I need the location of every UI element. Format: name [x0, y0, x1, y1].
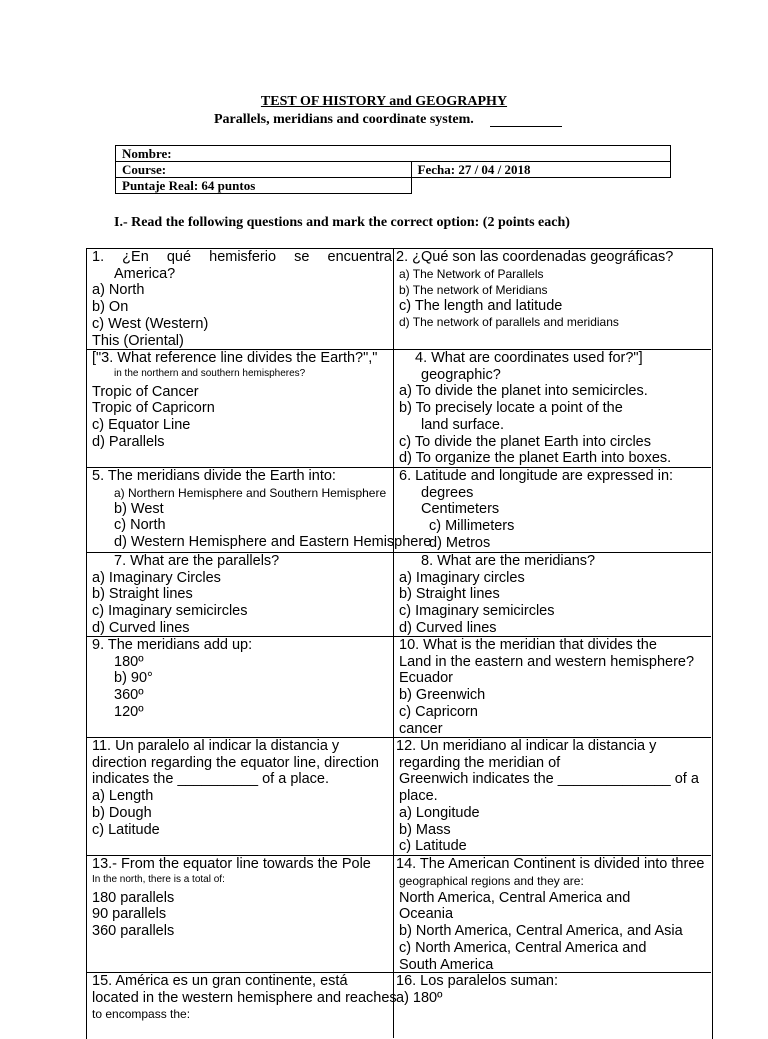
question-11: 11. Un paralelo al indicar la distancia y direction regarding the equator line, direction indicates the __________ of a place. a) Length b) Dough c) Latitude: [92, 738, 379, 838]
subtitle-underline: [490, 126, 562, 127]
question-2: 2. ¿Qué son las coordenadas geográficas? a) The Network of Parallels b) The network of Meridians c) The length and latitude d) The network of parallels and meridians: [396, 249, 674, 330]
course-field: Course:: [116, 162, 412, 178]
question-6: 6. Latitude and longitude are expressed in: degrees Centimeters c) Millimeters d) Metros: [399, 468, 674, 551]
student-info-table: [115, 145, 671, 194]
question-9: 9. The meridians add up: 180º b) 90° 360º 120º: [92, 637, 253, 720]
question-14: 14. The American Continent is divided into three geographical regions and they are: North America, Central America and Oceania b) North America, Central America, and Asia c) North America, Central America and South America: [396, 856, 705, 973]
question-13: 13.- From the equator line towards the Pole In the north, there is a total of: 180 parallels 90 parallels 360 parallels: [92, 856, 371, 940]
question-10: 10. What is the meridian that divides the Land in the eastern and western hemisphere? Ecuador b) Greenwich c) Capricorn cancer: [399, 637, 695, 737]
question-15: 15. América es un gran continente, está located in the western hemisphere and reaches to encompass the:: [92, 973, 397, 1022]
fecha-field: Fecha: 27 / 04 / 2018: [411, 162, 670, 178]
test-title: TEST OF HISTORY and GEOGRAPHY: [260, 94, 508, 109]
test-subtitle: Parallels, meridians and coordinate system.: [214, 112, 474, 127]
question-8: 8. What are the meridians? a) Imaginary circles b) Straight lines c) Imaginary semicircles d) Curved lines: [399, 553, 596, 636]
instruction-text: I.- Read the following questions and mark the correct option: (2 points each): [114, 215, 570, 230]
empty-cell: [411, 178, 670, 194]
puntaje-field: Puntaje Real: 64 puntos: [116, 178, 412, 194]
question-12: 12. Un meridiano al indicar la distancia y regarding the meridian of Greenwich indicates the ______________ of a place. a) Longitude b) Mass c) Latitude: [396, 738, 699, 855]
question-7: 7. What are the parallels? a) Imaginary Circles b) Straight lines c) Imaginary semicircles d) Curved lines: [92, 553, 280, 636]
question-1: 1. ¿En qué hemisferio se encuentra America? a) North b) On c) West (Western) This (Oriental): [92, 249, 392, 349]
question-16: 16. Los paralelos suman: a) 180º: [396, 973, 559, 1006]
question-3: ["3. What reference line divides the Earth?"," in the northern and southern hemispheres? Tropic of Cancer Tropic of Capricorn c) Equator Line d) Parallels: [92, 350, 378, 450]
grid-divider: [393, 248, 394, 1038]
question-5: 5. The meridians divide the Earth into: a) Northern Hemisphere and Southern Hemisphere b) West c) North d) Western Hemisphere and Eastern Hemisphere: [92, 468, 432, 551]
nombre-field: Nombre:: [116, 146, 671, 162]
question-4: 4. What are coordinates used for?"] geographic? a) To divide the planet into semicircles. b) To precisely locate a point of the land surface. c) To divide the planet Earth into circles d) To organize the planet Earth into boxes.: [399, 350, 672, 467]
